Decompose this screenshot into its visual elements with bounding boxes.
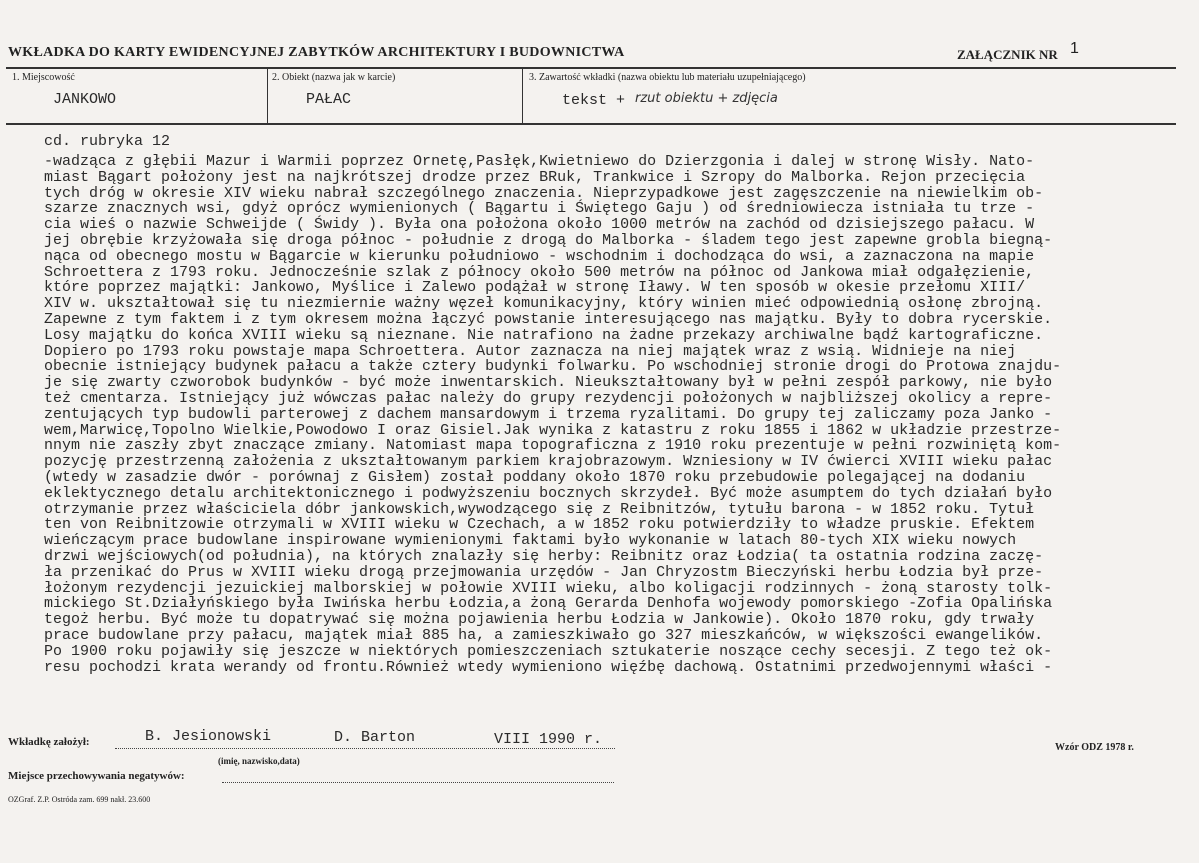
body-text-line: Zapewne z tym faktem i z tym okresem można łączyć powstanie interesującego nas majątku. Były to dobra rycerskie. (44, 310, 1053, 328)
field-2-value: PAŁAC (306, 91, 352, 108)
attachment-number: 1 (1070, 40, 1079, 57)
body-text-line: otrzymanie przez właściciela dóbr jankowskich,wywodzącego się z Reibnitzów, tytułu barona - w 1852 roku. Tytuł (44, 500, 1035, 518)
field-divider-1 (267, 68, 268, 124)
body-text-line: prace budowlane przy pałacu, majątek miał 885 ha, a zamieszkiwało go 327 mieszkańców, w większości ewangelików. (44, 626, 1044, 644)
body-text-line: -wadząca z głębii Mazur i Warmii poprzez Ornetę,Pasłęk,Kwietniewo do Dzierzgonia i dalej w stronę Wisły. Nato- (44, 153, 1035, 170)
author-1: B. Jesionowski (145, 728, 272, 745)
header-rule-bottom (6, 123, 1176, 125)
field-2-label: 2. Obiekt (nazwa jak w karcie) (272, 72, 396, 83)
model-number: Wzór ODZ 1978 r. (1055, 742, 1134, 753)
body-text-line: resu pochodzi krata werandy od frontu.Również wtedy wymieniono więźbę dachową. Ostatnimi przedwojennymi właści - (44, 658, 1053, 676)
body-text-line: łożonym rezydencji jezuickiej malborskiej w połowie XVIII wieku, albo koligacji rodzinnych - żoną starosty tolk- (44, 579, 1053, 597)
negatives-location-line (222, 782, 614, 783)
field-3-value-handwritten: rzut obiektu + zdjęcia (635, 91, 778, 106)
body-text-line: Po 1900 roku pojawiły się jeszcze w niektórych pomieszczeniach sztukaterie noszące cechy secesji. Z tego też ok- (44, 642, 1053, 660)
field-divider-2 (522, 68, 523, 124)
body-text-line: jej obrębie krzyżowała się droga północ - południe z drogą do Malborka - śladem tego jest zapewne grobla biegną- (44, 231, 1053, 249)
body-text-line: miast Bągart położony jest na najkrótszej drodze przez BRuk, Trankwice i Szropy do Malborka. Rejon przecięcia (44, 168, 1026, 186)
body-text-line: mickiego St.Działyńskiego była Iwińska herbu Łodzia,a żoną Gerarda Denhofa wojewody pomorskiego -Zofia Opalińska (44, 595, 1053, 613)
body-text-line: je się zwarty czworobok budynków - być może inwentarskich. Nieukształtowany był w pełni zespół parkowy, nie było (44, 374, 1053, 392)
body-text-line: drzwi wejściowych(od południa), na których znalazły się herby: Reibnitz oraz Łodzia( ta ostatnia rodzina zaczę- (44, 547, 1044, 565)
field-3-value-typed: tekst + (562, 92, 626, 109)
body-text-line: pozycję przestrzenną założenia z ukształtowanym parkiem krajobrazowym. Wzniesiony w IV ćwierci XVIII wieku pałac (44, 453, 1053, 471)
body-text-line: nąca od obecnego mostu w Bągarcie w kierunku południowo - wschodnim i dochodząca do wsi, a zaznaczona na mapie (44, 247, 1035, 265)
printer-info: OZGraf. Z.P. Ostróda zam. 699 nakł. 23.600 (8, 795, 151, 804)
body-text-line: Losy majątku do końca XVIII wieku są nieznane. Nie natrafiono na żadne przekazy archiwalne bądź kartograficzne. (44, 326, 1044, 344)
negatives-location-label: Miejsce przechowywania negatywów: (8, 770, 185, 782)
prepared-by-label: Wkładkę założył: (8, 736, 90, 748)
prepared-date: VIII 1990 r. (494, 731, 603, 748)
body-text-line: Schroettera z 1793 roku. Jednocześnie szlak z północy około 500 metrów na północ od Jankowa miał odgałęzienie, (44, 263, 1035, 281)
body-text-line: tegoż herbu. Być może tu dopatrywać się można pojawienia herbu Łodzia w Jankowie). Około 1870 roku, gdy trwały (44, 611, 1035, 629)
body-text-line: szarze znacznych wsi, gdyż oprócz wymienionych ( Bągartu i Świętego Gaju ) od średniowiecza istniała tu trze - (44, 200, 1035, 218)
body-text-line: cia wieś o nazwie Schweijde ( Świdy ). Była ona położona około 1000 metrów na zachód od dzisiejszego pałacu. W (44, 216, 1035, 234)
header-rule-top (6, 67, 1176, 69)
body-text (44, 154, 1174, 675)
body-text-line: eklektycznego detalu architektonicznego i podwyższeniu bocznych skrzydeł. Być może asumptem do tych działań było (44, 484, 1053, 502)
body-text-line: obecnie istniejący budynek pałacu a także cztery budynki folwarku. Po wschodniej stronie drogi do Protowa znajdu- (44, 358, 1062, 376)
body-text-line: ten von Reibnitzowie otrzymali w XVIII wieku w Czechach, a w 1852 roku potwierdziły to władze pruskie. Efektem (44, 516, 1035, 534)
body-text-line: tych dróg w okresie XIV wieku nabrał szczególnego znaczenia. Nieprzypadkowe jest zagęszczenie na niewielkim ob- (44, 184, 1044, 202)
body-text-line: wem,Marwicę,Topolno Wielkie,Powodowo I oraz Gisiel.Jak wynika z katastru z roku 1855 i 1862 w układzie przestrze- (44, 421, 1062, 439)
body-text-line: które poprzez majątki: Jankowo, Myślice i Zalewo podążał w stronę Iławy. W ten sposób w okesie przełomu XIII/ (44, 279, 1026, 297)
body-text-line: zentujących typ budowli parterowej z dachem mansardowym i trzema ryzalitami. Do grupy tej zaliczamy poza Janko - (44, 405, 1053, 423)
body-text-line: ła przenikać do Prus w XVIII wieku drogą przejmowania urzędów - Jan Chryzostm Bieczyński herbu Łodzia był prze- (44, 563, 1044, 581)
field-1-label: 1. Miejscowość (12, 72, 75, 83)
prepared-by-caption: (imię, nazwisko,data) (218, 756, 300, 766)
body-text-line: nnym nie zaszły zbyt znaczące zmiany. Natomiast mapa topograficzna z 1910 roku prezentuje w pełni rozwiniętą kom- (44, 437, 1062, 455)
body-text-line: Dopiero po 1793 roku powstaje mapa Schroettera. Autor zaznacza na niej majątek wraz z wsią. Widnieje na niej (44, 342, 1017, 360)
prepared-by-line (115, 748, 615, 749)
field-3-label: 3. Zawartość wkładki (nazwa obiektu lub materiału uzupełniającego) (529, 72, 806, 83)
body-text-line: (wtedy w zasadzie dwór - porównaj z Gisłem) został poddany około 1870 roku przebudowie polegającej na dodaniu (44, 468, 1026, 486)
author-2: D. Barton (334, 729, 416, 746)
body-text-line: XIV w. ukształtował się tu niezmiernie ważny węzeł komunikacyjny, który winien mieć odpowiednią osłonę zbrojną. (44, 295, 1044, 313)
continuation-note: cd. rubryka 12 (44, 133, 171, 150)
document-title: WKŁADKA DO KARTY EWIDENCYJNEJ ZABYTKÓW ARCHITEKTURY I BUDOWNICTWA (8, 45, 625, 60)
attachment-label: ZAŁĄCZNIK NR (957, 47, 1058, 62)
field-1-value: JANKOWO (53, 91, 117, 108)
body-text-line: wieńczącym prace budowlane inspirowane wymienionymi faktami było wykonanie w latach 80-tych XIX wieku nowych (44, 532, 1017, 550)
body-text-line: też cmentarza. Istniejący już wówczas pałac należy do grupy rezydencji położonych w najbliższej okolicy a repre- (44, 389, 1053, 407)
